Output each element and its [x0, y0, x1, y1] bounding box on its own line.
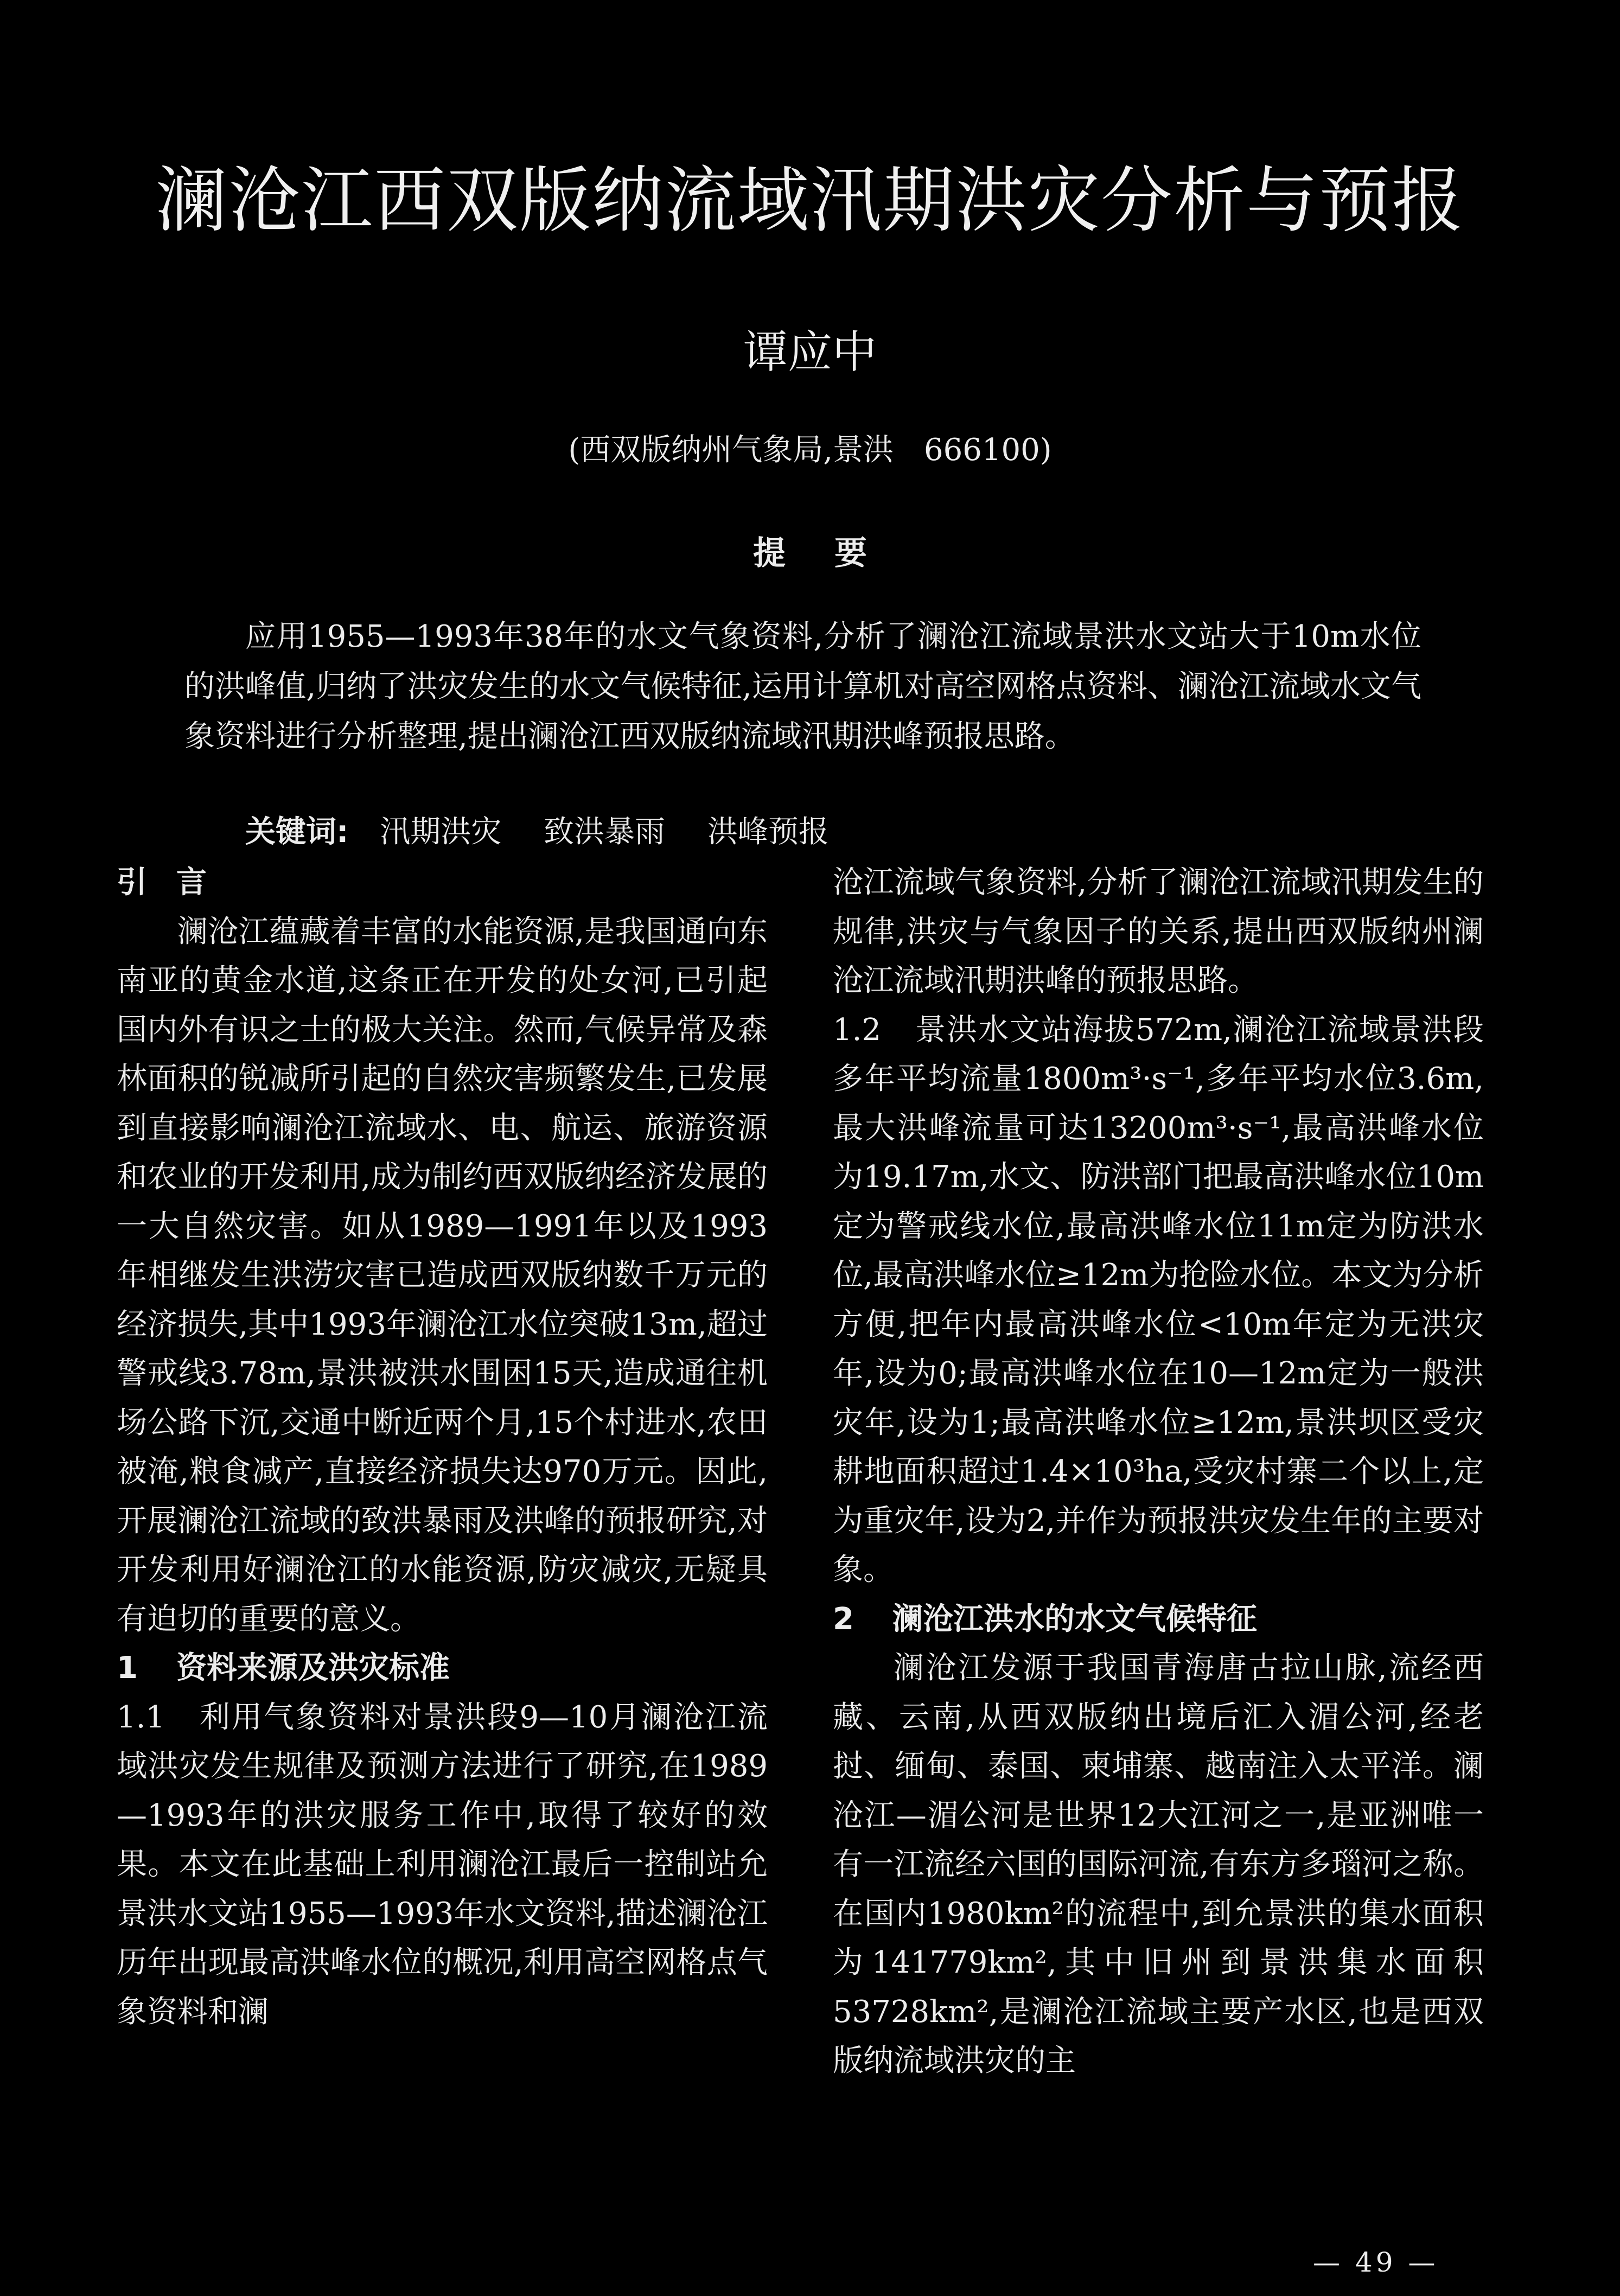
subsection-number: 1.1: [117, 1699, 165, 1735]
intro-paragraph: 澜沧江蕴藏着丰富的水能资源,是我国通向东南亚的黄金水道,这条正在开发的处女河,已引起国内外有识之士的极大关注。然而,气候异常及森林面积的锐减所引起的自然灾害频繁发生,已发展到直接影响澜沧江流域水、电、航运、旅游资源和农业的开发利用,成为制约西双版纳经济发展的一大自然灾害。如从1989—1991年以及1993年相继发生洪涝灾害已造成西双版纳数千万元的经济损失,其中1993年澜沧江水位突破13m,超过警戒线3.78m,景洪被洪水围困15天,造成通往机场公路下沉,交通中断近两个月,15个村进水,农田被淹,粮食减产,直接经济损失达970万元。因此,开展澜沧江流域的致洪暴雨及洪峰的预报研究,对开发利用好澜沧江的水能资源,防灾减灾,无疑具有迫切的重要的意义。: [117, 914, 768, 1637]
subsection-text: 景洪水文站海拔572m,澜沧江流域景洪段多年平均流量1800m³·s⁻¹,多年平均水位3.6m,最大洪峰流量可达13200m³·s⁻¹,最高洪峰水位为19.17m,水文、防洪部门把最高洪峰水位10m定为警戒线水位,最高洪峰水位11m定为防洪水位,最高洪峰水位≥12m为抢险水位。本文为分析方便,把年内最高洪峰水位<10m年定为无洪灾年,设为0;最高洪峰水位在10—12m定为一般洪灾年,设为1;最高洪峰水位≥12m,景洪坝区受灾耕地面积超过1.4×10³ha,受灾村寨二个以上,定为重灾年,设为2,并作为预报洪灾发生年的主要对象。: [833, 1012, 1484, 1587]
section-2-heading: [833, 1595, 1484, 1644]
heading-text: 资料来源及洪灾标准: [176, 1650, 450, 1686]
keyword-item: 洪峰预报: [707, 814, 829, 850]
heading-number: 1: [117, 1650, 138, 1686]
subsection-text: 利用气象资料对景洪段9—10月澜沧江流域洪灾发生规律及预测方法进行了研究,在1989—1993年的洪灾服务工作中,取得了较好的效果。本文在此基础上利用澜沧江最后一控制站允景洪水文站1955—1993年水文资料,描述澜沧江历年出现最高洪峰水位的概况,利用高空网格点气象资料和澜: [117, 1699, 768, 2030]
subsection-1-2-paragraph: [833, 1006, 1484, 1595]
heading-number: 引: [117, 865, 147, 900]
paper-title: 澜沧江西双版纳流域汛期洪灾分析与预报: [156, 159, 1464, 243]
right-column: [833, 858, 1484, 2086]
continued-paragraph: 沧江流域气象资料,分析了澜沧江流域汛期发生的规律,洪灾与气象因子的关系,提出西双版纳州澜沧江流域汛期洪峰的预报思路。: [833, 865, 1484, 998]
keywords-line: [245, 811, 1330, 854]
left-column: [117, 858, 768, 2037]
section-2-paragraph: 澜沧江发源于我国青海唐古拉山脉,流经西藏、云南,从西双版纳出境后汇入湄公河,经老挝、缅甸、泰国、柬埔寨、越南注入太平洋。澜沧江—湄公河是世界12大江河之一,是亚洲唯一有一江流经六国的国际河流,有东方多瑙河之称。在国内1980km²的流程中,到允景洪的集水面积为141779km²,其中旧州到景洪集水面积53728km²,是澜沧江流域主要产水区,也是西双版纳流域洪灾的主: [833, 1650, 1484, 2078]
keyword-item: 致洪暴雨: [544, 814, 666, 850]
heading-text: 言: [176, 865, 207, 900]
subsection-1-1-paragraph: [117, 1693, 768, 2037]
abstract-heading: 提要: [753, 534, 916, 572]
author-name: 谭应中: [743, 327, 877, 378]
keyword-item: 汛期洪灾: [380, 814, 502, 850]
abstract-text: 应用1955—1993年38年的水文气象资料,分析了澜沧江流域景洪水文站大于10m水位的洪峰值,归纳了洪灾发生的水文气候特征,运用计算机对高空网格点资料、澜沧江流域水文气象资料进行分析整理,提出澜沧江西双版纳流域汛期洪峰预报思路。: [184, 619, 1421, 754]
section-1-heading: [117, 1644, 768, 1693]
author-affiliation: (西双版纳州气象局,景洪 666100): [568, 432, 1052, 468]
keywords-label: 关键词:: [245, 814, 349, 850]
heading-text: 澜沧江洪水的水文气候特征: [892, 1601, 1257, 1637]
subsection-number: 1.2: [833, 1012, 882, 1048]
page-number: — 49 —: [1313, 2247, 1439, 2278]
intro-heading: [117, 858, 768, 908]
heading-number: 2: [833, 1601, 854, 1637]
